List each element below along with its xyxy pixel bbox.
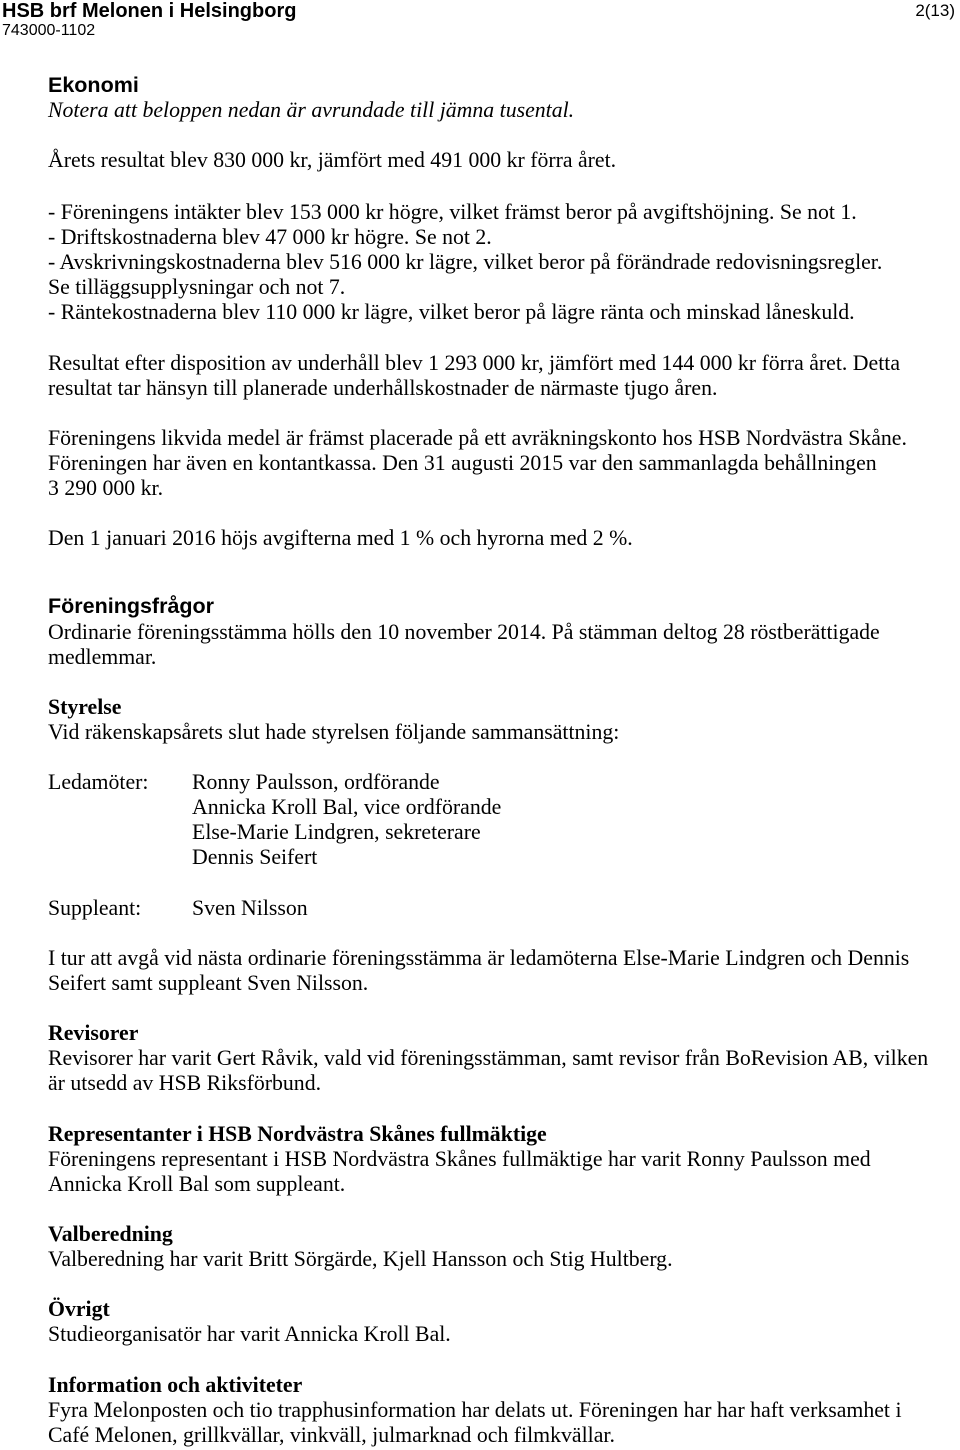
board-member: Annicka Kroll Bal, vice ordförande: [192, 795, 502, 819]
organization-number: 743000-1102: [2, 22, 96, 39]
paragraph-line: Annicka Kroll Bal som suppleant.: [48, 1172, 346, 1196]
section-heading-ekonomi: Ekonomi: [48, 73, 139, 97]
rotation-paragraph: [48, 946, 909, 996]
paragraph-line: resultat tar hänsyn till planerade underhållskostnader de närmaste tjugo åren.: [48, 376, 718, 400]
result-changes-list: [48, 200, 882, 325]
change-line: - Avskrivningskostnaderna blev 516 000 kr lägre, vilket beror på förändrade redovisningsregler.: [48, 250, 883, 274]
section-heading-foreningsfragor: Föreningsfrågor: [48, 594, 215, 618]
other-text: Studieorganisatör har varit Annicka Kroll Bal.: [48, 1322, 451, 1346]
paragraph-line: I tur att avgå vid nästa ordinarie föreningsstämma är ledamöterna Else-Marie Lindgren och Dennis: [48, 946, 910, 970]
activities-paragraph: [48, 1398, 902, 1448]
board-member: Ronny Paulsson, ordförande: [192, 770, 440, 794]
section-heading-information: Information och aktiviteter: [48, 1373, 303, 1397]
paragraph-line: Café Melonen, grillkvällar, vinkväll, julmarknad och filmkvällar.: [48, 1423, 615, 1447]
change-line: Se tilläggsupplysningar och not 7.: [48, 275, 346, 299]
page-number: 2(13): [915, 1, 955, 20]
members-label: Ledamöter:: [48, 770, 149, 794]
section-heading-ovrigt: Övrigt: [48, 1297, 110, 1321]
paragraph-line: 3 290 000 kr.: [48, 476, 164, 500]
paragraph-line: Föreningen har även en kontantkassa. Den 31 augusti 2015 var den sammanlagda behållningen: [48, 451, 877, 475]
board-members-list: [192, 770, 501, 870]
annual-result: Årets resultat blev 830 000 kr, jämfört med 491 000 kr förra året.: [48, 148, 617, 172]
change-line: - Driftskostnaderna blev 47 000 kr högre. Se not 2.: [48, 225, 492, 249]
annual-meeting-paragraph: [48, 620, 880, 670]
nomination-committee-text: Valberedning har varit Britt Sörgärde, Kjell Hansson och Stig Hultberg.: [48, 1247, 673, 1271]
paragraph-line: Revisorer har varit Gert Råvik, vald vid föreningsstämman, samt revisor från BoRevision AB, vilken: [48, 1046, 929, 1070]
organization-name: HSB brf Melonen i Helsingborg: [2, 0, 297, 22]
change-line: - Föreningens intäkter blev 153 000 kr högre, vilket främst beror på avgiftshöjning. Se not 1.: [48, 200, 857, 224]
board-intro: Vid räkenskapsårets slut hade styrelsen följande sammansättning:: [48, 720, 620, 744]
rounding-note: Notera att beloppen nedan är avrundade till jämna tusental.: [48, 98, 575, 122]
paragraph-line: Fyra Melonposten och tio trapphusinformation har delats ut. Föreningen har har haft verksamhet i: [48, 1398, 902, 1422]
paragraph-line: Föreningens likvida medel är främst placerade på ett avräkningskonto hos HSB Nordvästra Skåne.: [48, 426, 907, 450]
deputy-label: Suppleant:: [48, 896, 142, 920]
section-heading-valberedning: Valberedning: [48, 1222, 173, 1246]
disposition-paragraph: [48, 351, 900, 401]
section-heading-revisorer: Revisorer: [48, 1021, 139, 1045]
paragraph-line: Ordinarie föreningsstämma hölls den 10 november 2014. På stämman deltog 28 röstberättigade: [48, 620, 880, 644]
change-line: - Räntekostnaderna blev 110 000 kr lägre, vilket beror på lägre ränta och minskad låneskuld.: [48, 300, 855, 324]
paragraph-line: Resultat efter disposition av underhåll blev 1 293 000 kr, jämfört med 144 000 kr förra året. Detta: [48, 351, 901, 375]
paragraph-line: medlemmar.: [48, 645, 157, 669]
auditors-paragraph: [48, 1046, 928, 1096]
paragraph-line: Föreningens representant i HSB Nordvästra Skånes fullmäktige har varit Ronny Paulsson med: [48, 1147, 871, 1171]
representatives-paragraph: [48, 1147, 871, 1197]
section-heading-styrelse: Styrelse: [48, 695, 122, 719]
paragraph-line: är utsedd av HSB Riksförbund.: [48, 1071, 322, 1095]
deputy-name: Sven Nilsson: [192, 896, 308, 920]
liquidity-paragraph: [48, 426, 907, 501]
board-member: Dennis Seifert: [192, 845, 318, 869]
fee-change-note: Den 1 januari 2016 höjs avgifterna med 1 % och hyrorna med 2 %.: [48, 526, 633, 550]
paragraph-line: Seifert samt suppleant Sven Nilsson.: [48, 971, 369, 995]
section-heading-representanter: Representanter i HSB Nordvästra Skånes fullmäktige: [48, 1122, 547, 1146]
board-member: Else-Marie Lindgren, sekreterare: [192, 820, 481, 844]
